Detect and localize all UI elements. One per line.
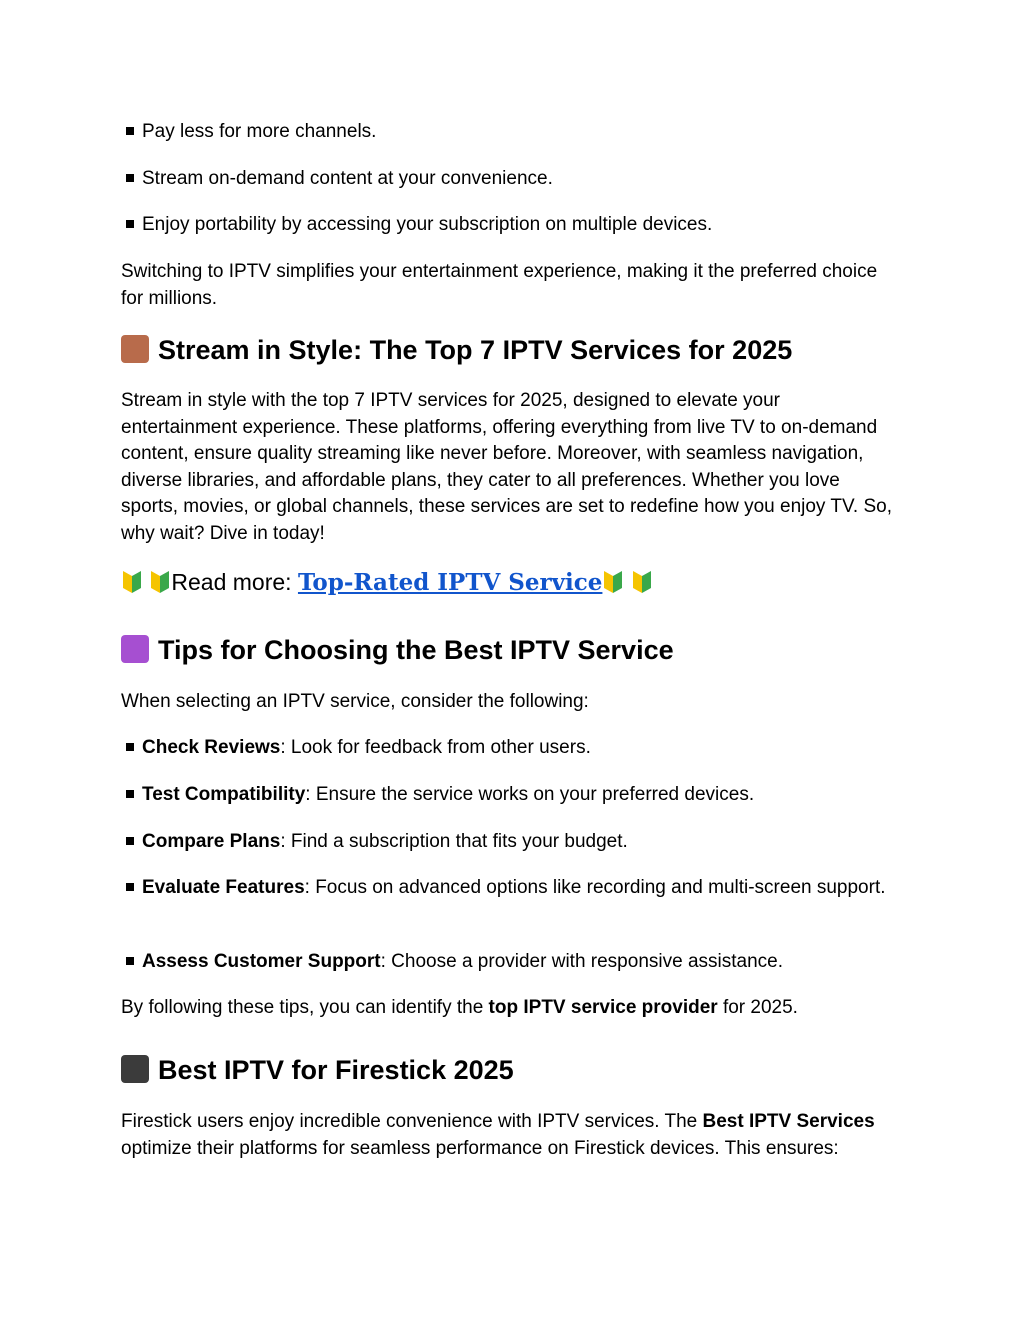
japanese-beginner-badge-icon [121,569,143,595]
brown-square-icon [121,335,149,363]
paragraph-bold-text: Best IPTV Services [702,1111,875,1132]
tips-outro [121,995,896,1022]
list-item [121,166,896,193]
heading-text: Stream in Style: The Top 7 IPTV Services for 2025 [158,335,793,365]
top-rated-iptv-link[interactable]: Top-Rated IPTV Service [297,569,603,596]
japanese-beginner-badge-icon [602,569,624,595]
heading-text: Best IPTV for Firestick 2025 [158,1055,514,1085]
tips-intro: When selecting an IPTV service, consider the following: [121,691,589,712]
tip-term: Compare Plans [142,831,281,852]
list-item [121,829,896,856]
japanese-beginner-badge-icon [149,569,171,595]
paragraph-text: optimize their platforms for seamless performance on Firestick devices. This ensures: [121,1137,839,1159]
intro-paragraph: Switching to IPTV simplifies your entertainment experience, making it the preferred choice for millions. [121,261,878,309]
bullet-square-icon [126,743,134,751]
bullet-square-icon [126,127,134,135]
list-item-text: Enjoy portability by accessing your subscription on multiple devices. [142,214,713,235]
bullet-square-icon [126,837,134,845]
section-heading-firestick [121,1053,514,1087]
black-square-icon [121,1055,149,1083]
bullet-square-icon [126,174,134,182]
list-item [121,119,896,146]
outro-bold-text: top IPTV service provider [488,997,718,1018]
list-item [121,875,896,902]
read-more-label: Read more: [171,569,292,595]
bullet-square-icon [126,790,134,798]
section-heading-tips [121,633,674,667]
japanese-beginner-badge-icon [631,569,653,595]
list-item-text: Stream on-demand content at your convenience. [142,168,553,189]
tip-desc: : Choose a provider with responsive assistance. [380,951,783,972]
tip-desc: : Find a subscription that fits your budget. [280,831,628,852]
bullet-square-icon [126,883,134,891]
section-heading-stream [121,333,792,367]
tip-term: Assess Customer Support [142,951,381,972]
purple-square-icon [121,635,149,663]
list-item [121,212,896,239]
tip-term: Test Compatibility [142,784,306,805]
heading-text: Tips for Choosing the Best IPTV Service [158,635,674,665]
tip-desc: : Focus on advanced options like recording and multi-screen support. [304,877,886,898]
firestick-paragraph [121,1109,896,1162]
list-item [121,735,896,762]
bullet-square-icon [126,220,134,228]
bullet-square-icon [126,957,134,965]
tip-desc: : Look for feedback from other users. [280,737,591,758]
list-item [121,782,896,809]
read-more-line [121,566,653,599]
tip-desc: : Ensure the service works on your preferred devices. [305,784,755,805]
tip-term: Check Reviews [142,737,281,758]
list-item [121,949,896,976]
list-item-text: Pay less for more channels. [142,121,377,142]
stream-paragraph: Stream in style with the top 7 IPTV services for 2025, designed to elevate your entertainment experience. These platforms, offering everything from live TV to on-demand content, ensure quality streaming like never before. Moreover, with seamless navigation, diverse libraries, and affordable plans, they cater to all preferences. Whether you love sports, movies, or global channels, these services are set to redefine how you enjoy TV. So, why wait? Dive in today! [121,390,892,544]
outro-text: By following these tips, you can identify the [121,997,489,1018]
paragraph-text: Firestick users enjoy incredible convenience with IPTV services. The [121,1111,703,1132]
tip-term: Evaluate Features [142,877,305,898]
outro-text: for 2025. [717,997,798,1018]
